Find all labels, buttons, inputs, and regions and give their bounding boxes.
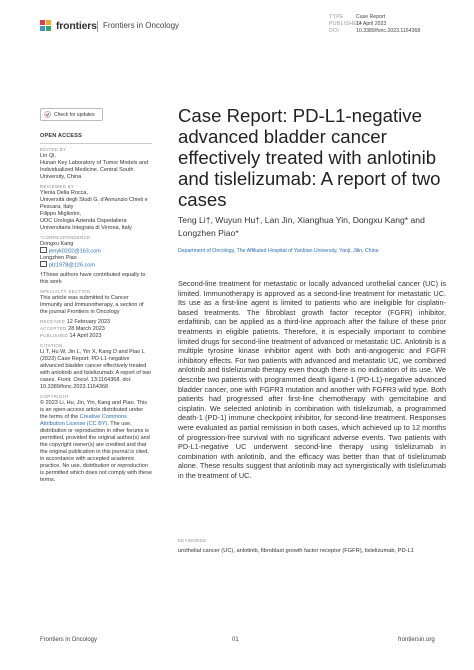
check-updates-button[interactable] (40, 108, 103, 121)
reviewer-name: Ylenia Della Rocca, (40, 189, 88, 196)
correspondent-email-row[interactable] (40, 248, 152, 255)
dates-section (40, 319, 152, 340)
specialty-section (40, 289, 152, 316)
citation-doi[interactable]: doi: 10.3389/fonc.2023.1164368 (40, 377, 132, 390)
citation-text: Li T, Hu W, Jin L, Yin X, Kang D and Piao L (2023) Case Report: PD-L1-negative advanced bladder cancer effectively treated with anlotinib and tislelizumab: A report of two cases. Front. Oncol. 13:1164368. doi: 10.3389/fonc.2023.1164368 (40, 349, 151, 390)
email-icon (40, 247, 47, 253)
check-updates-icon (44, 111, 51, 118)
date-accepted: ACCEPTED 28 March 2023 (40, 326, 105, 332)
open-access-label: OPEN ACCESS (40, 133, 83, 139)
correspondent-email-row[interactable] (40, 262, 152, 269)
frontiers-logo[interactable] (40, 20, 97, 32)
header-divider (97, 21, 98, 32)
specialty-text: This article was submitted to Cancer Immunity and Immunotherapy, a section of the journal Frontiers in Oncology (40, 295, 144, 315)
reviewer-affiliation: Università degli Studi G. d'Annunzio Chieti e Pescara, Italy (40, 196, 148, 210)
specialty-label: SPECIALTY SECTION (40, 289, 91, 294)
abstract-text: Second-line treatment for metastatic or locally advanced urothelial cancer (UC) is limited. Immunotherapy is approved as a second-line treatment for metastatic UC. Its use as a first-line agent is limited to patients who are ineligible for cisplatin-based treatments. The fibroblast growth factor receptor (FGFR) inhibitor, erdafitinib, can be applied as a third-line approach after the failure of these prior treatments in eligible patients. Therefore, it is especially important to combine limited drugs for second-line treatment of advanced or metastatic UC. Anlotinib is a multiple tyrosine kinase inhibitor agent with both anti-angiogenic and FGFR inhibitory effects. For two patients with advanced and metastatic UC, we combined anlotinib and tislelizumab therapy even though there is no indication of its use. We describe two patients with programmed death ligand-1 (PD-L1)-negative advanced bladder cancer, one with FGFR3 mutation and another with FGFR3 wild type. Both patients had progressed after first-line chemotherapy with gemcitabine and cisplatin. We selected anlotinib in combination with tislelizumab, a programmed death-1 (PD-1) immune checkpoint inhibitor, for second-line treatment. Responses were evaluated as partial remission in both cases, which achieved up to 12 months of progression-free survival with no significant adverse events. Two patients with PD-L1-negative UC underwent second-line therapy using tislelizumab in combination with anlotinib, and the efficacy was better than that of tislelizumab alone. These results suggest that anlotinib may act synergistically with tislelizumab in the treatment of UC. (178, 279, 446, 480)
citation-label: CITATION (40, 343, 63, 348)
correspondent-email[interactable]: jenyk0202@163.com (49, 247, 101, 254)
author-affiliation[interactable]: Department of Oncology, The Affiliated Hospital of Yanbian University, Yanji, Jilin, China (178, 248, 379, 254)
brand-name: frontiers (56, 20, 97, 32)
editor-name: Lin Qi, (40, 152, 56, 159)
date-published: PUBLISHED 14 April 2023 (40, 333, 102, 339)
page-number: 01 (232, 637, 239, 643)
article-title: Case Report: PD-L1-negative advanced bladder cancer effectively treated with anlotinib and tislelizumab: A report of two cases (178, 105, 441, 210)
edited-by-label: EDITED BY (40, 146, 67, 152)
copyright-section (40, 394, 152, 484)
date-received: RECEIVED 12 February 2023 (40, 319, 111, 325)
editor-affiliation: Hunan Key Laboratory of Tumor Models and Individualized Medicine, Central South University, China (40, 159, 149, 180)
citation-section (40, 343, 152, 391)
email-icon (40, 261, 47, 267)
copyright-text: © 2023 Li, Hu, Jin, Yin, Kang and Piao. This is an open-access article distributed under the terms of the Creative Commons Attribution License (CC BY). The use, distribution or reproduction in other forums is permitted, provided the original author(s) and the copyright owner(s) are credited and that the original publication in this journal is cited, in accordance with accepted academic practice. No use, distribution or reproduction is permitted which does not comply with these terms. (40, 400, 152, 483)
correspondent-name: Dongxu Kang (40, 240, 74, 247)
reviewed-by-section (40, 184, 152, 232)
copyright-label: COPYRIGHT (40, 394, 70, 399)
check-updates-label: Check for updates (54, 111, 95, 118)
license-link[interactable]: Creative Commons Attribution License (CC BY). (40, 414, 127, 427)
frontiers-logo-icon (40, 20, 52, 32)
footer-journal: Frontiers in Oncology (40, 637, 98, 643)
meta-published: PUBLISHED14 April 2023 (329, 21, 387, 28)
article-sidebar (40, 133, 152, 487)
correspondent-email[interactable]: plz1978@126.com (49, 262, 95, 268)
journal-name[interactable]: Frontiers in Oncology (103, 21, 180, 30)
edited-by-section (40, 147, 152, 181)
keywords-list: urothelial cancer (UC), anlotinib, fibroblast growth factor receptor (FGFR), tislelizumab, PD-L1 (178, 548, 414, 554)
reviewer-name: Filippo Migliorini, (40, 210, 81, 217)
footer-website-link[interactable]: frontiersin.org (398, 637, 435, 643)
article-meta (329, 14, 420, 36)
correspondence-label: *CORRESPONDENCE (40, 234, 91, 240)
equal-contribution-note: †These authors have contributed equally to this work (40, 272, 146, 285)
meta-doi: DOI 10.3389/fonc.2023.1164368 (329, 28, 421, 35)
correspondence-section (40, 235, 152, 270)
correspondent-name: Longzhen Piao (40, 254, 77, 261)
author-list: Teng Li†, Wuyun Hu†, Lan Jin, Xianghua Yin, Dongxu Kang* and Longzhen Piao* (178, 215, 425, 238)
reviewed-by-label: REVIEWED BY (40, 183, 75, 189)
keywords-label: KEYWORDS (178, 538, 207, 543)
meta-type: TYPE Case Report (329, 14, 386, 20)
reviewer-affiliation: UOC Urologia Azienda Ospedaliera Universitaria Integrata di Verona, Italy (40, 217, 132, 231)
sidebar-divider (40, 143, 152, 144)
